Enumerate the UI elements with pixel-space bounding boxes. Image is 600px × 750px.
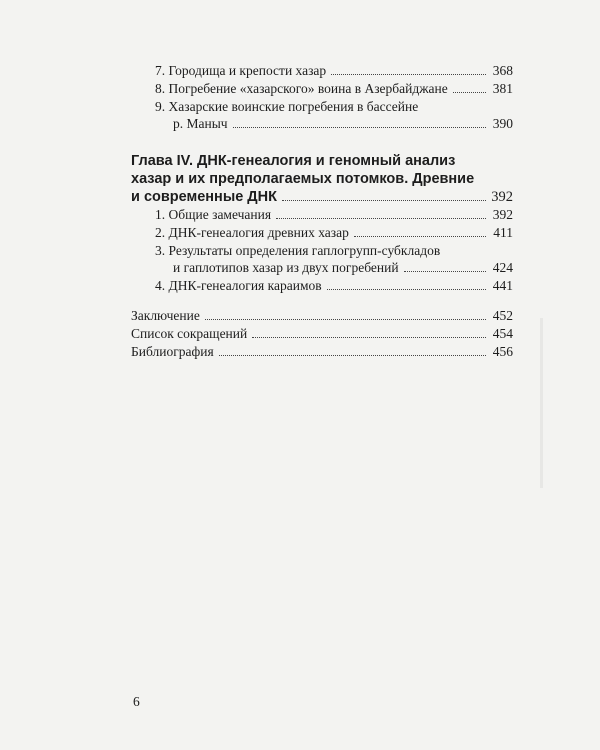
entry-number: 3.	[155, 243, 166, 258]
toc-entry-2[interactable]	[155, 224, 513, 241]
entry-number: 7.	[155, 63, 166, 78]
page-edge-shadow	[540, 318, 543, 488]
toc-entry-abbreviations[interactable]	[131, 325, 513, 342]
toc-entry-4[interactable]	[155, 277, 513, 294]
entry-title: Результаты определения гаплогрупп-субкладов	[168, 243, 441, 258]
entry-page: 452	[492, 308, 513, 323]
entry-number: 2.	[155, 225, 166, 240]
toc-entry-1[interactable]	[155, 206, 513, 223]
entry-page: 411	[493, 225, 513, 240]
entry-number: 8.	[155, 81, 166, 96]
toc-entry-3[interactable]	[155, 242, 513, 276]
entry-page: 390	[492, 116, 513, 131]
dot-leader	[354, 235, 486, 237]
entry-page: 456	[492, 344, 513, 359]
entry-title: Хазарские воинские погребения в бассейне	[168, 99, 419, 114]
entry-title-continued: р. Маныч	[173, 116, 228, 131]
entry-page: 392	[492, 207, 513, 222]
entry-page: 454	[492, 326, 513, 341]
entry-number: 9.	[155, 99, 166, 114]
entry-title: Библиография	[131, 344, 214, 359]
entry-page: 381	[492, 81, 513, 96]
toc-entry-conclusion[interactable]	[131, 307, 513, 324]
entry-title: Общие замечания	[168, 207, 272, 222]
dot-leader	[233, 126, 486, 128]
entry-title: Заключение	[131, 308, 200, 323]
chapter-title-line-3: и современные ДНК	[131, 189, 277, 205]
dot-leader	[205, 318, 486, 320]
entry-title: ДНК-генеалогия древних хазар	[168, 225, 349, 240]
entry-page: 392	[491, 189, 513, 205]
dot-leader	[331, 73, 486, 75]
page-number: 6	[133, 694, 140, 709]
dot-leader	[276, 217, 486, 219]
dot-leader	[219, 354, 486, 356]
dot-leader	[404, 270, 486, 272]
entry-number: 4.	[155, 278, 166, 293]
entry-title-continued: и гаплотипов хазар из двух погребений	[173, 260, 399, 275]
entry-page: 441	[492, 278, 513, 293]
dot-leader	[453, 91, 486, 93]
chapter-title-line-1: Глава IV. ДНК-генеалогия и геномный анализ	[131, 153, 456, 169]
entry-title: ДНК-генеалогия караимов	[168, 278, 322, 293]
dot-leader	[252, 336, 486, 338]
entry-title: Городища и крепости хазар	[168, 63, 327, 78]
entry-page: 368	[492, 63, 513, 78]
dot-leader	[282, 199, 486, 201]
entry-title: Список сокращений	[131, 326, 248, 341]
dot-leader	[327, 288, 486, 290]
chapter-title-line-2: хазар и их предполагаемых потомков. Древние	[131, 171, 475, 187]
toc-entry-8[interactable]	[155, 80, 513, 97]
toc-entry-bibliography[interactable]	[131, 343, 513, 360]
entry-page: 424	[492, 260, 513, 275]
toc-entry-7[interactable]	[155, 62, 513, 79]
entry-number: 1.	[155, 207, 166, 222]
toc-chapter-4[interactable]	[131, 152, 513, 206]
toc-entry-9[interactable]	[155, 98, 513, 132]
entry-title: Погребение «хазарского» воина в Азербайджане	[168, 81, 448, 96]
